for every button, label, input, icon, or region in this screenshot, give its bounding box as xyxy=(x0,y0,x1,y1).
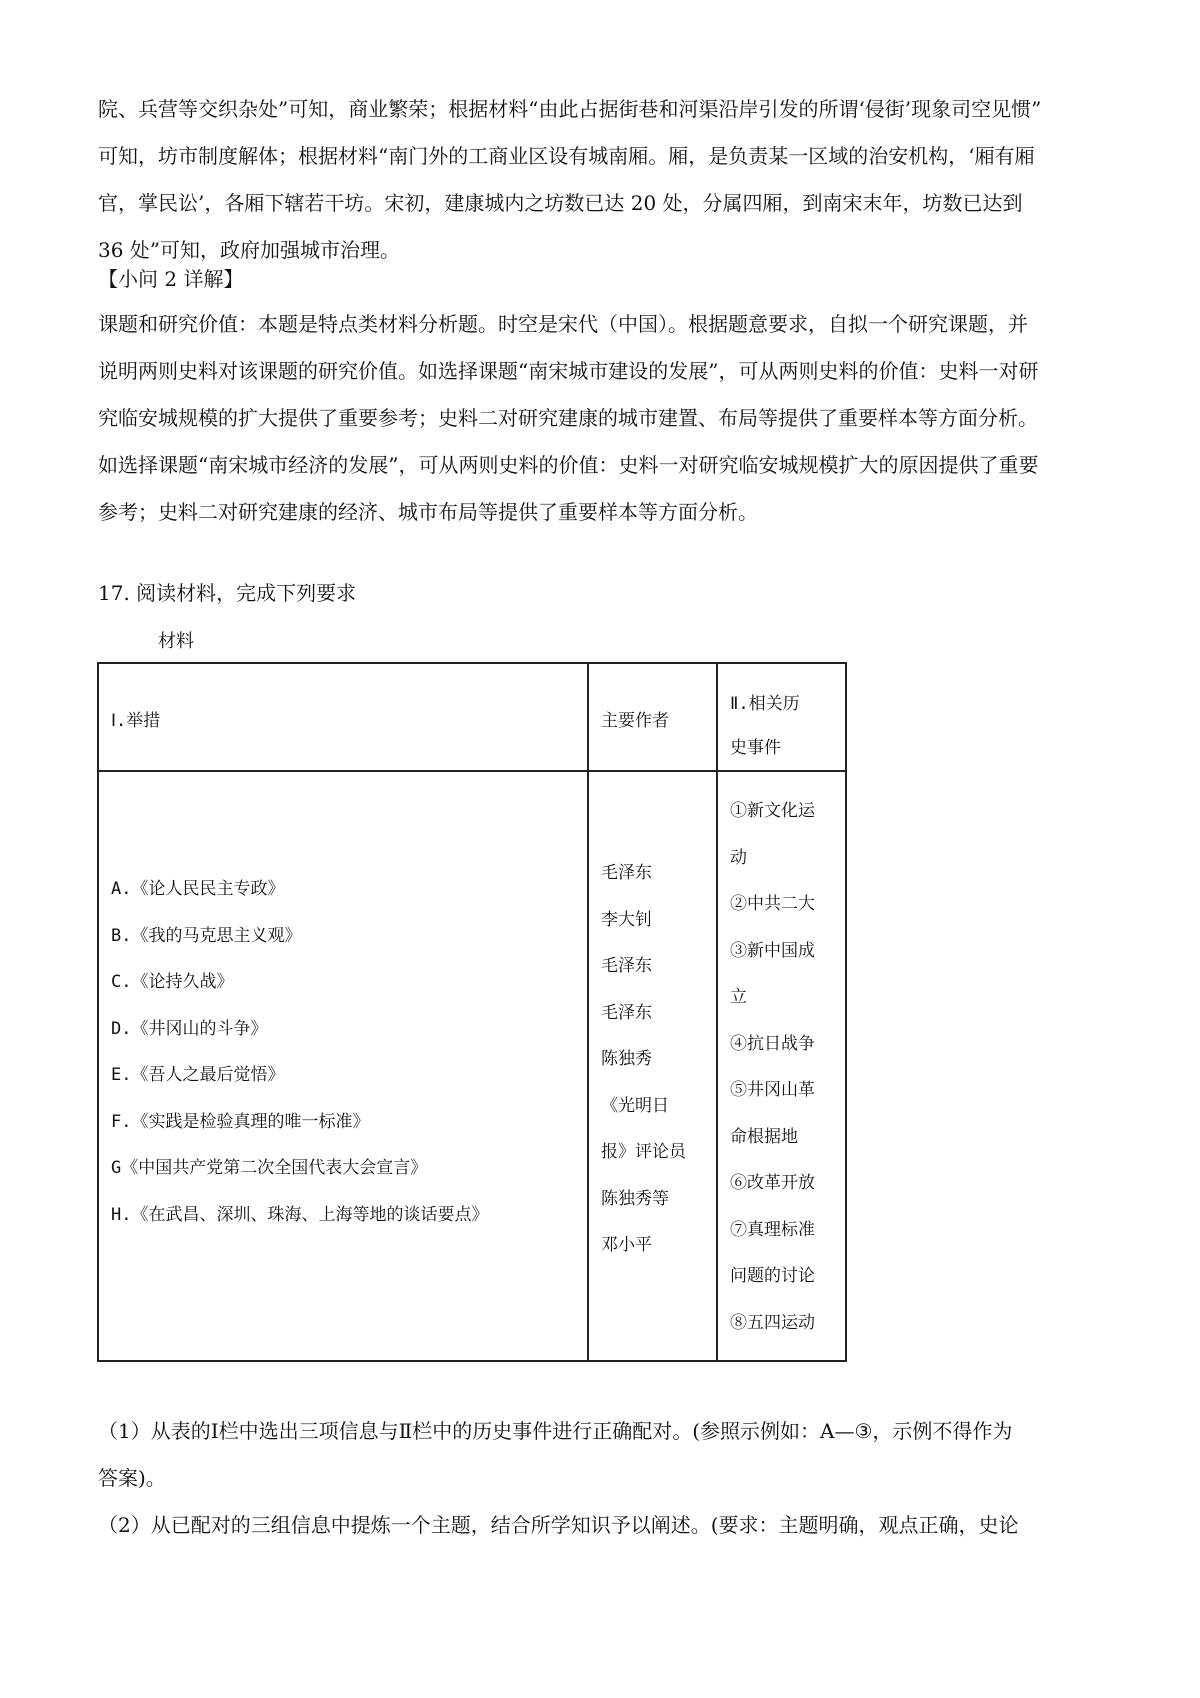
event-item: ③新中国成 xyxy=(730,940,815,961)
event-item: ⑧五四运动 xyxy=(730,1312,815,1333)
event-item: ④抗日战争 xyxy=(730,1033,815,1054)
header-measures: Ⅰ.举措 xyxy=(98,663,588,771)
author-item: 毛泽东 xyxy=(601,863,652,883)
author-item: 毛泽东 xyxy=(601,1002,652,1023)
event-item: 立 xyxy=(730,987,747,1007)
event-item: 命根据地 xyxy=(730,1126,798,1147)
header-authors: 主要作者 xyxy=(588,663,717,771)
text-line: 36 处”可知，政府加强城市治理。 xyxy=(98,238,401,262)
text-line: 官，掌民讼’，各厢下辖若干坊。宋初，建康城内之坊数已达 20 处，分属四厢，到南宋末年，坊数已达到 xyxy=(98,191,1023,215)
text-line: 说明两则史料对该课题的研究价值。如选择课题“南宋城市建设的发展”，可从两则史料的价值：史料一对研 xyxy=(98,359,1039,383)
measure-item: B.《我的马克思主义观》 xyxy=(111,925,302,946)
text-line: 究临安城规模的扩大提供了重要参考；史料二对研究建康的城市建置、布局等提供了重要样本等方面分析。 xyxy=(98,406,1038,430)
event-item: ⑥改革开放 xyxy=(730,1173,815,1193)
question-17-1 xyxy=(98,1408,1108,1502)
author-item: 毛泽东 xyxy=(601,956,652,976)
text-line: （2）从已配对的三组信息中提炼一个主题，结合所学知识予以阐述。(要求：主题明确，观点正确，史论 xyxy=(98,1513,1019,1537)
event-item: ①新文化运 xyxy=(730,801,815,821)
text-line: 可知，坊市制度解体；根据材料“南门外的工商业区设有城南厢。厢，是负责某一区域的治安机构，‘厢有厢 xyxy=(98,144,1035,168)
event-item: ②中共二大 xyxy=(730,894,815,914)
measure-item: C.《论持久战》 xyxy=(111,972,234,992)
table-header-row xyxy=(98,663,846,771)
event-item: ⑤井冈山革 xyxy=(730,1080,815,1100)
header-events: Ⅱ.相关历 史事件 xyxy=(717,663,846,771)
measure-item: D.《井冈山的斗争》 xyxy=(111,1018,268,1039)
measure-item: A.《论人民民主专政》 xyxy=(111,879,285,899)
author-item: 报》评论员 xyxy=(601,1142,686,1162)
event-item: 动 xyxy=(730,847,747,868)
measures-cell xyxy=(98,771,588,1361)
event-item: ⑦真理标准 xyxy=(730,1219,815,1240)
answer-paragraph-2 xyxy=(98,301,1108,536)
measure-item: F.《实践是检验真理的唯一标准》 xyxy=(111,1111,370,1132)
question-17-2 xyxy=(98,1502,1108,1549)
question-17-title: 17. 阅读材料，完成下列要求 xyxy=(98,581,357,605)
section-heading: 【小问 2 详解】 xyxy=(98,267,244,291)
author-item: 陈独秀等 xyxy=(601,1188,669,1209)
authors-cell xyxy=(588,771,717,1361)
author-item: 李大钊 xyxy=(601,909,652,930)
material-table xyxy=(97,662,847,1362)
text-line: 答案)。 xyxy=(98,1466,166,1490)
measure-item: G《中国共产党第二次全国代表大会宣言》 xyxy=(111,1158,428,1178)
author-item: 邓小平 xyxy=(601,1235,652,1255)
answer-paragraph-1 xyxy=(98,86,1108,274)
text-line: 如选择课题“南宋城市经济的发展”，可从两则史料的价值：史料一对研究临安城规模扩大的原因提供了重要 xyxy=(98,453,1039,477)
text-line: 参考；史料二对研究建康的经济、城市布局等提供了重要样本等方面分析。 xyxy=(98,500,758,524)
text-line: 院、兵营等交织杂处”可知，商业繁荣；根据材料“由此占据街巷和河渠沿岸引发的所谓‘侵街’现象司空见惯” xyxy=(98,97,1042,121)
text-line: 课题和研究价值：本题是特点类材料分析题。时空是宋代（中国）。根据题意要求，自拟一个研究课题，并 xyxy=(98,312,1028,336)
text-line: （1）从表的Ⅰ栏中选出三项信息与Ⅱ栏中的历史事件进行正确配对。(参照示例如：A—③，示例不得作为 xyxy=(98,1419,1013,1443)
author-item: 《光明日 xyxy=(601,1095,669,1116)
material-label: 材料 xyxy=(158,631,194,652)
measure-item: H.《在武昌、深圳、珠海、上海等地的谈话要点》 xyxy=(111,1204,489,1225)
table-body-row xyxy=(98,771,846,1361)
measure-item: E.《吾人之最后觉悟》 xyxy=(111,1065,285,1085)
event-item: 问题的讨论 xyxy=(730,1266,815,1286)
author-item: 陈独秀 xyxy=(601,1049,652,1069)
events-cell xyxy=(717,771,846,1361)
